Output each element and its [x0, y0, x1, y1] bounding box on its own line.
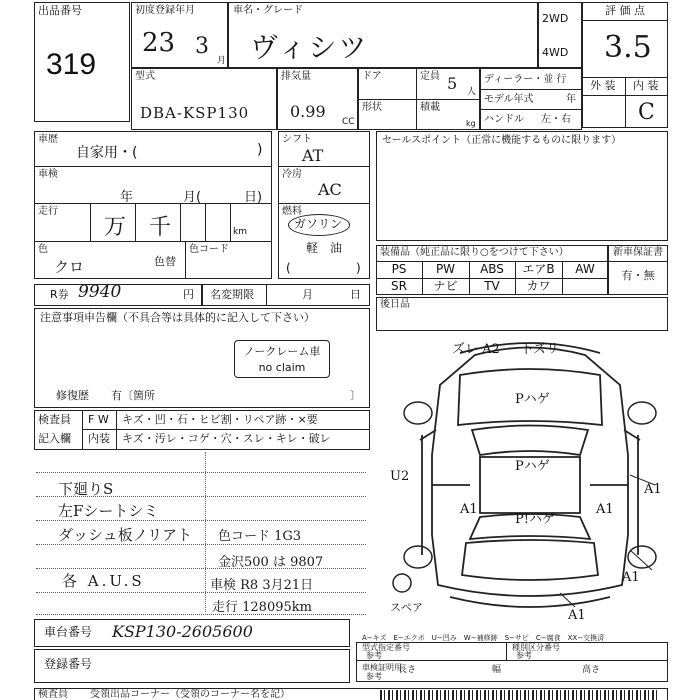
lot-number: 319	[46, 48, 97, 81]
displacement-label: 排気量	[281, 71, 311, 82]
ac-value: AC	[318, 180, 342, 199]
note-right-door: A1	[596, 502, 614, 517]
kg-unit: kg	[466, 119, 476, 128]
note-top-2: 下ズリ	[520, 342, 560, 357]
note-line-2: 左Fシートシミ	[58, 502, 159, 520]
fw-items: キズ・凹・石・ヒビ割・リペア跡・×要	[122, 413, 318, 426]
reg-year: 23	[142, 28, 176, 58]
cert-reference: 参考	[366, 672, 382, 681]
entry-label: 記入欄	[38, 432, 71, 445]
year-unit: 年	[566, 94, 576, 105]
equip-pw: PW	[435, 262, 456, 276]
handle-label: ハンドル	[484, 114, 524, 125]
class-reference: 参考	[516, 651, 532, 660]
note-line-1: 下廻りS	[58, 480, 114, 498]
equip-sr: SR	[391, 279, 407, 293]
equip-tv: TV	[484, 279, 500, 293]
notes-label: 注意事項申告欄（不具合等は具体的に記入して下さい）	[40, 311, 315, 324]
equip-ps: PS	[391, 262, 407, 276]
fw-label: F W	[88, 413, 109, 426]
equip-airbag: エアB	[522, 262, 555, 276]
repair-label: 修復歴 有〔箇所	[56, 389, 155, 402]
color-code-label: 色コード	[189, 244, 229, 255]
warranty-value: 有・無	[621, 269, 655, 282]
note-top-1: ズレ A2	[452, 342, 500, 357]
mileage-man: 万	[104, 215, 127, 240]
note-left-door: A1	[460, 502, 478, 517]
note-right-rear: A1	[622, 570, 640, 585]
spare-label: スペア	[390, 601, 423, 614]
load-label: 積載	[420, 102, 440, 113]
note-roof: Pハゲ	[515, 459, 550, 474]
reg-month: 3	[195, 34, 209, 59]
interior-row-label: 内装	[88, 432, 110, 445]
interior-grade: C	[638, 100, 655, 125]
mileage-label: 走行	[38, 206, 58, 217]
car-name: ヴィシツ	[250, 31, 369, 64]
wd2-label: 2WD	[542, 12, 569, 25]
car-diagram	[380, 335, 680, 625]
cc-unit: CC	[342, 117, 355, 127]
fuel-gas: ガソリン	[294, 217, 343, 231]
shift-box	[278, 131, 370, 279]
shift-value: AT	[302, 146, 324, 165]
equip-aw: AW	[575, 262, 595, 276]
fuel-paren-open: (	[286, 261, 291, 275]
equipment-label: 装備品（純正品に限り○をつけて下さい）	[380, 247, 569, 258]
exterior-label: 外 装	[590, 79, 616, 92]
leader-right-rear	[630, 550, 652, 570]
height-label: 高さ	[582, 665, 601, 675]
class-designation-label: 種別区分番号	[512, 643, 560, 652]
note-line-3: ダッシュ板ノリアト	[58, 526, 193, 544]
equip-abs: ABS	[480, 262, 504, 276]
note-ownership: 金沢500 は 9807	[218, 555, 324, 570]
sales-box	[376, 131, 668, 241]
windshield	[472, 426, 588, 456]
later-box	[376, 297, 668, 331]
score-label: 評 価 点	[605, 4, 645, 17]
trunk-panel	[462, 540, 598, 580]
color-value: クロ	[54, 258, 85, 276]
warranty-label: 新車保証書	[613, 247, 663, 258]
ac-label: 冷房	[282, 169, 302, 180]
interior-label: 内 装	[633, 79, 659, 92]
wheel-front-left	[404, 402, 432, 424]
wheel-rear-right	[628, 546, 656, 568]
note-line-4: 各 A.U.S	[62, 572, 145, 590]
inspection-day: 日)	[244, 190, 263, 205]
history-close: )	[257, 142, 263, 158]
model-year-label: モデル年式	[484, 94, 534, 105]
note-bottom: A1	[568, 608, 586, 623]
noclaim-en: no claim	[258, 361, 306, 374]
lot-label: 出品番号	[38, 4, 82, 17]
door-label: ドア	[362, 71, 382, 82]
reg-no-label: 登録番号	[44, 657, 93, 671]
bottom-label: 検査員	[38, 689, 68, 700]
fuel-label: 燃料	[282, 206, 302, 217]
chassis-value: KSP130-2605600	[112, 622, 253, 641]
equip-leather: カワ	[526, 279, 551, 293]
inspection-year: 年	[120, 190, 134, 205]
note-hood: Pハゲ	[515, 392, 550, 407]
month-unit: 月	[217, 56, 227, 66]
recycle-value: 9940	[78, 282, 122, 302]
form-reference-1: 参考	[366, 651, 382, 660]
chassis-label: 車台番号	[44, 625, 93, 639]
noclaim-jp: ノークレーム車	[243, 345, 321, 358]
dealer-label: ディーラー・並 行	[484, 74, 567, 85]
capacity-label: 定員	[420, 71, 440, 82]
score-value: 3.5	[604, 30, 652, 65]
mileage-sen: 千	[149, 215, 172, 240]
history-value: 自家用・(	[76, 145, 138, 161]
name-change-day: 日	[350, 288, 361, 301]
note-mileage: 走行 128095km	[212, 600, 312, 615]
form-designation-label: 型式指定番号	[362, 643, 410, 652]
barcode	[380, 690, 660, 700]
sales-label: セールスポイント（正常に機能するものに限ります）	[382, 135, 622, 146]
wheel-rear-left	[404, 546, 432, 568]
inspection-label: 車検	[38, 169, 58, 180]
person-unit: 人	[467, 87, 477, 97]
bottom-note: 受領出品コーナー（受領のコーナー名を記）	[90, 689, 290, 700]
model-label: 型式	[135, 71, 155, 82]
handle-value: 左・右	[541, 114, 571, 125]
wheel-front-right	[628, 402, 656, 424]
shift-label: シフト	[282, 134, 312, 145]
note-inspection: 車検 R8 3月21日	[210, 578, 314, 593]
cert-label: 車検証明用	[362, 663, 402, 672]
equip-navi: ナビ	[433, 279, 458, 293]
name-change-label: 名変期限	[210, 288, 254, 301]
note-color-code: 色コード 1G3	[218, 529, 302, 544]
reg-label: 初度登録年月	[135, 5, 195, 16]
later-label: 後日品	[380, 299, 410, 310]
fuel-paren-close: )	[356, 261, 361, 275]
recycle-label: R券	[50, 288, 69, 301]
repair-close: 〕	[350, 389, 361, 402]
damage-legend: A−キズ E−エクボ U−凹み W−補修跡 S−サビ C−腐食 XX−交換済	[362, 634, 605, 642]
note-right-fender: A1	[644, 482, 662, 497]
name-change-month: 月	[302, 288, 313, 301]
note-trunk: P!ハゲ	[515, 512, 555, 527]
length-label: 長さ	[398, 665, 417, 675]
rear-bumper	[450, 597, 610, 607]
history-label: 車歴	[38, 134, 58, 145]
fuel-diesel: 軽 油	[306, 241, 343, 255]
interior-items: キズ・汚レ・コゲ・穴・スレ・キレ・破レ	[122, 432, 331, 445]
yen-unit: 円	[183, 288, 194, 301]
width-label: 幅	[492, 665, 502, 675]
capacity-value: 5	[447, 74, 458, 93]
color-label: 色	[38, 244, 48, 255]
spare-tire	[393, 574, 411, 592]
recolor-label: 色替	[154, 255, 176, 268]
displacement-value: 0.99	[290, 102, 326, 121]
wd4-label: 4WD	[542, 46, 569, 59]
model-code: DBA-KSP130	[140, 104, 250, 122]
km-unit: km	[233, 227, 247, 237]
shape-label: 形状	[362, 102, 382, 113]
name-label: 車名・グレード	[233, 5, 303, 16]
note-left-side: U2	[390, 469, 410, 484]
inspection-month: 月(	[183, 190, 202, 205]
inspector-label: 検査員	[38, 413, 71, 426]
